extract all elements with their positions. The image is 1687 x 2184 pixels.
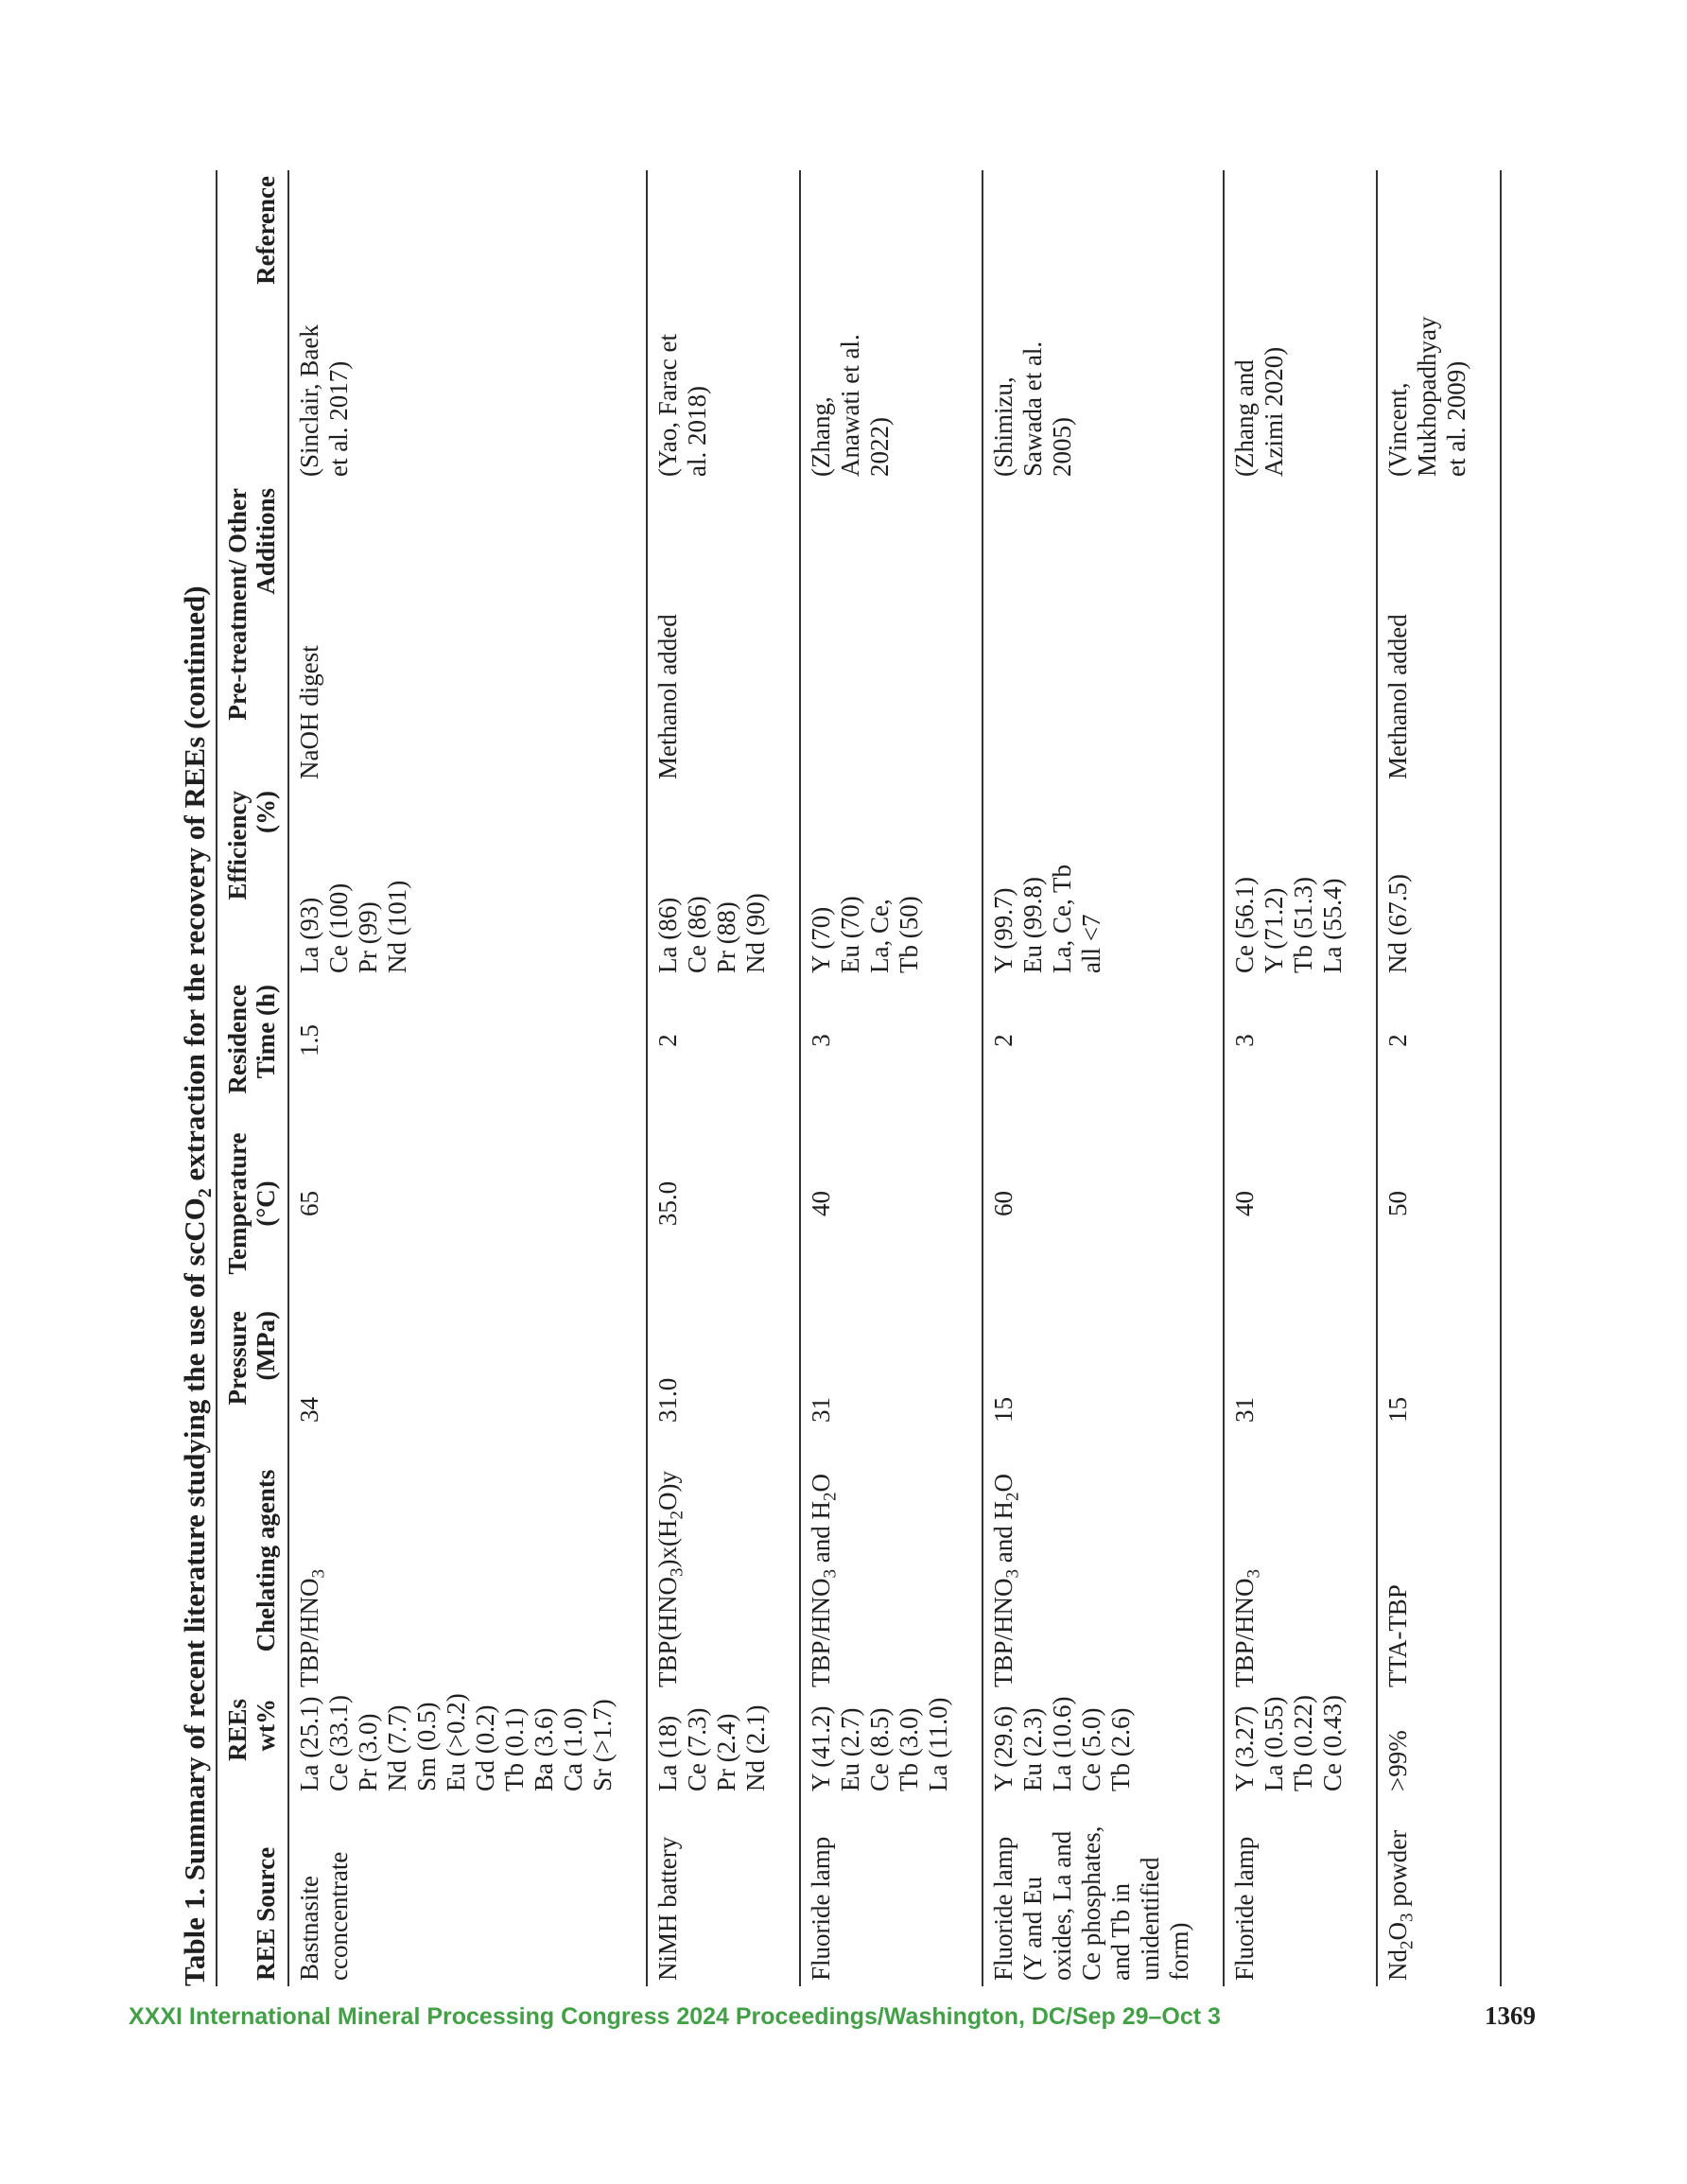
cell-rees-wt: La (25.1) Ce (33.1) Pr (3.0) Nd (7.7) Sm (0.5) Eu (>0.2) Gd (0.2) Tb (0.1) Ba (3.6) Ca (1.0) Sr (>1.7) xyxy=(295,1693,617,1791)
proceedings-footer: XXXI International Mineral Processing Congress 2024 Proceedings/Washington, DC/Sep 29–Oct 3 xyxy=(129,2003,1221,2030)
cell-rees-wt: Y (29.6) Eu (2.3) La (10.6) Ce (5.0) Tb (2.6) xyxy=(989,1696,1135,1791)
cell-residence: 2 xyxy=(989,1034,1017,1047)
cell-pretreatment: Methanol added xyxy=(653,614,682,779)
cell-chelating: TTA-TBP xyxy=(1383,1584,1412,1687)
cell-efficiency: La (93) Ce (100) Pr (99) Nd (101) xyxy=(295,880,411,973)
ree-extraction-table xyxy=(216,170,1502,1986)
cell-chelating: TBP/$HNO_3$ xyxy=(295,1568,329,1687)
cell-reference: (Zhang and Azimi 2020) xyxy=(1230,346,1288,477)
cell-reference: (Zhang, Anawati et al. 2022) xyxy=(807,334,894,477)
cell-reference: (Vincent, Mukhopadhyay et al. 2009) xyxy=(1383,316,1470,477)
table-row xyxy=(1224,170,1377,1986)
cell-reference: (Sinclair, Baek et al. 2017) xyxy=(295,324,353,477)
cell-pretreatment xyxy=(983,482,1224,785)
table-row xyxy=(647,170,800,1986)
cell-efficiency: Y (70) Eu (70) La, Ce, Tb (50) xyxy=(807,896,923,973)
cell-chelating: TBP/$HNO_3$ and $H_2O$ xyxy=(989,1474,1023,1687)
cell-efficiency: La (86) Ce (86) Pr (88) Nd (90) xyxy=(653,893,770,973)
table-header-row xyxy=(217,170,288,1986)
table-row xyxy=(288,170,647,1986)
cell-pretreatment xyxy=(800,482,983,785)
header-rees-wt: REEs wt% xyxy=(217,1693,288,1797)
cell-pressure: 31.0 xyxy=(653,1377,682,1423)
cell-pretreatment xyxy=(1224,482,1377,785)
cell-residence: 1.5 xyxy=(295,1024,323,1057)
table-row xyxy=(1377,170,1501,1986)
cell-temperature: 65 xyxy=(295,1191,323,1216)
cell-reference: (Yao, Farac et al. 2018) xyxy=(653,334,711,477)
cell-ree-source: Bastnasite cconcentrate xyxy=(295,1851,353,1981)
cell-temperature: 40 xyxy=(1230,1191,1259,1216)
header-residence-time: Residence Time (h) xyxy=(217,979,288,1102)
cell-pressure: 15 xyxy=(1383,1397,1412,1423)
cell-pressure: 34 xyxy=(295,1397,323,1423)
cell-efficiency: Ce (56.1) Y (71.2) Tb (51.3) La (55.4) xyxy=(1230,877,1347,973)
cell-efficiency: Y (99.7) Eu (99.8) La, Ce, Tb all <7 xyxy=(989,865,1105,973)
table-caption: Table 1. Summary of recent literature studying the use of scCO$_2$ extraction for the recovery of REEs (continued) xyxy=(178,585,217,1986)
cell-ree-source: NiMH battery xyxy=(653,1836,682,1981)
rotated-table-block xyxy=(178,170,1470,1986)
cell-pretreatment: Methanol added xyxy=(1383,614,1412,779)
header-pressure: Pressure (MPa) xyxy=(217,1305,288,1428)
cell-ree-source: $Nd_2O_3$ powder xyxy=(1383,1829,1417,1981)
cell-ree-source: Fluoride lamp (Y and Eu oxides, La and Ce phosphates, and Tb in unidentified form) xyxy=(989,1826,1193,1981)
cell-rees-wt: La (18) Ce (7.3) Pr (2.4) Nd (2.1) xyxy=(653,1704,770,1791)
page-number: 1369 xyxy=(1485,2001,1536,2030)
cell-residence: 2 xyxy=(653,1034,682,1047)
cell-rees-wt: Y (41.2) Eu (2.7) Ce (8.5) Tb (3.0) La (11.0) xyxy=(807,1697,952,1791)
cell-residence: 3 xyxy=(1230,1034,1259,1047)
cell-temperature: 50 xyxy=(1383,1191,1412,1216)
table-row xyxy=(800,170,983,1986)
cell-pressure: 31 xyxy=(1230,1397,1259,1423)
table-row xyxy=(983,170,1224,1986)
cell-chelating: TBP/$HNO_3$ xyxy=(1230,1568,1264,1687)
header-reference: Reference xyxy=(217,170,288,482)
cell-pressure: 15 xyxy=(989,1397,1017,1423)
cell-chelating: TBP/$HNO_3$ and $H_2O$ xyxy=(807,1474,841,1687)
cell-temperature: 60 xyxy=(989,1191,1017,1216)
header-efficiency: Efficiency (%) xyxy=(217,785,288,979)
cell-residence: 2 xyxy=(1383,1034,1412,1047)
header-temperature: Temperature (°C) xyxy=(217,1102,288,1305)
header-pretreatment: Pre-treatment/ Other Additions xyxy=(217,482,288,785)
cell-pressure: 31 xyxy=(807,1397,835,1423)
cell-temperature: 35.0 xyxy=(653,1180,682,1227)
cell-rees-wt: Y (3.27) La (0.55) Tb (0.22) Ce (0.43) xyxy=(1230,1695,1347,1791)
cell-chelating: $TBP(HNO_3)x(H_2O)y$ xyxy=(653,1471,687,1687)
cell-reference: (Shimizu, Sawada et al. 2005) xyxy=(989,341,1076,477)
cell-efficiency: Nd (67.5) xyxy=(1383,874,1412,973)
cell-temperature: 40 xyxy=(807,1191,835,1216)
cell-residence: 3 xyxy=(807,1034,835,1047)
cell-rees-wt: >99% xyxy=(1383,1730,1412,1791)
header-ree-source: REE Source xyxy=(217,1797,288,1986)
cell-ree-source: Fluoride lamp xyxy=(807,1836,835,1981)
cell-ree-source: Fluoride lamp xyxy=(1230,1836,1259,1981)
header-chelating-agents: Chelating agents xyxy=(217,1428,288,1693)
cell-pretreatment: NaOH digest xyxy=(295,645,323,779)
